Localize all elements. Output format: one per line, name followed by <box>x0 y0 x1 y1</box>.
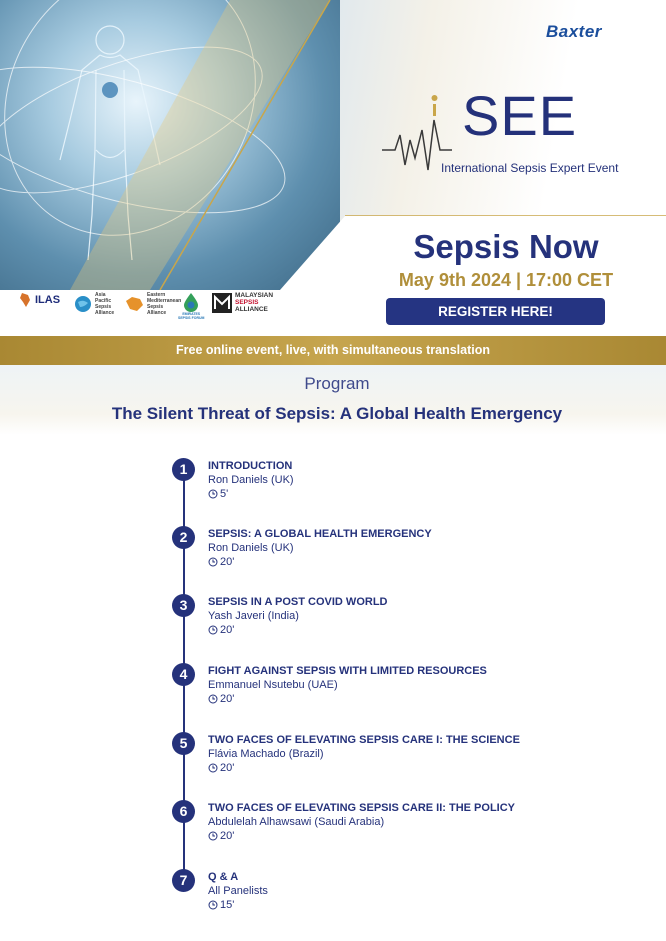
item-number-badge: 3 <box>172 594 195 617</box>
info-band: Free online event, live, with simultaneous translation <box>0 336 666 365</box>
clock-icon <box>208 557 218 567</box>
region-map-icon <box>124 295 144 313</box>
partner-logo-apsa: Asia Pacific Sepsis Alliance <box>74 292 114 316</box>
event-title: Sepsis Now <box>413 228 599 265</box>
item-title: SEPSIS IN A POST COVID WORLD <box>208 596 388 608</box>
item-number-badge: 2 <box>172 526 195 549</box>
item-title: FIGHT AGAINST SEPSIS WITH LIMITED RESOURCES <box>208 665 487 677</box>
item-duration: 20' <box>208 624 234 636</box>
register-button[interactable]: REGISTER HERE! <box>386 298 605 325</box>
item-title: Q & A <box>208 871 239 883</box>
isee-subtitle: International Sepsis Expert Event <box>441 161 619 175</box>
logo-i-bar <box>433 104 436 116</box>
item-speaker: All Panelists <box>208 885 268 897</box>
item-number-badge: 7 <box>172 869 195 892</box>
drop-icon <box>181 292 201 312</box>
partner-logo-msa: MALAYSIAN SEPSIS ALLIANCE <box>212 292 273 313</box>
item-duration: 20' <box>208 556 234 568</box>
item-speaker: Abdulelah Alhawsawi (Saudi Arabia) <box>208 816 385 828</box>
heart-glow-icon <box>102 82 118 98</box>
clock-icon <box>208 625 218 635</box>
item-duration: 5' <box>208 488 228 500</box>
item-speaker: Flávia Machado (Brazil) <box>208 748 324 760</box>
logo-i-dot-icon <box>432 95 438 101</box>
clock-icon <box>208 831 218 841</box>
clock-icon <box>208 763 218 773</box>
msa-m-icon <box>212 293 232 313</box>
item-duration: 20' <box>208 830 234 842</box>
item-title: SEPSIS: A GLOBAL HEALTH EMERGENCY <box>208 528 432 540</box>
item-duration: 20' <box>208 693 234 705</box>
isee-logo-title: SEE <box>462 84 578 147</box>
partner-logo-emsa: Eastern Mediterranean Sepsis Alliance <box>124 292 181 316</box>
hero-banner <box>0 0 666 336</box>
baxter-logo: Baxter <box>546 22 602 41</box>
item-speaker: Yash Javeri (India) <box>208 610 299 622</box>
item-duration: 15' <box>208 899 234 911</box>
globe-icon <box>74 295 92 313</box>
program-title: The Silent Threat of Sepsis: A Global Health Emergency <box>111 404 563 423</box>
clock-icon <box>208 489 218 499</box>
item-title: TWO FACES OF ELEVATING SEPSIS CARE I: THE SCIENCE <box>208 734 520 746</box>
item-speaker: Emmanuel Nsutebu (UAE) <box>208 679 338 691</box>
item-number-badge: 5 <box>172 732 195 755</box>
program-label: Program <box>304 374 370 393</box>
item-title: INTRODUCTION <box>208 460 293 472</box>
item-duration: 20' <box>208 762 234 774</box>
item-number-badge: 6 <box>172 800 195 823</box>
clock-icon <box>208 900 218 910</box>
item-number-badge: 1 <box>172 458 195 481</box>
item-number-badge: 4 <box>172 663 195 686</box>
partner-logo-gsf: EMIRATES SEPSIS FORUM <box>178 292 204 320</box>
item-speaker: Ron Daniels (UK) <box>208 474 294 486</box>
item-speaker: Ron Daniels (UK) <box>208 542 294 554</box>
ilas-map-icon <box>18 292 32 308</box>
clock-icon <box>208 694 218 704</box>
event-date: May 9th 2024 | 17:00 CET <box>398 270 614 290</box>
partner-logo-ilas: ILAS <box>18 292 60 308</box>
item-title: TWO FACES OF ELEVATING SEPSIS CARE II: THE POLICY <box>208 802 516 814</box>
